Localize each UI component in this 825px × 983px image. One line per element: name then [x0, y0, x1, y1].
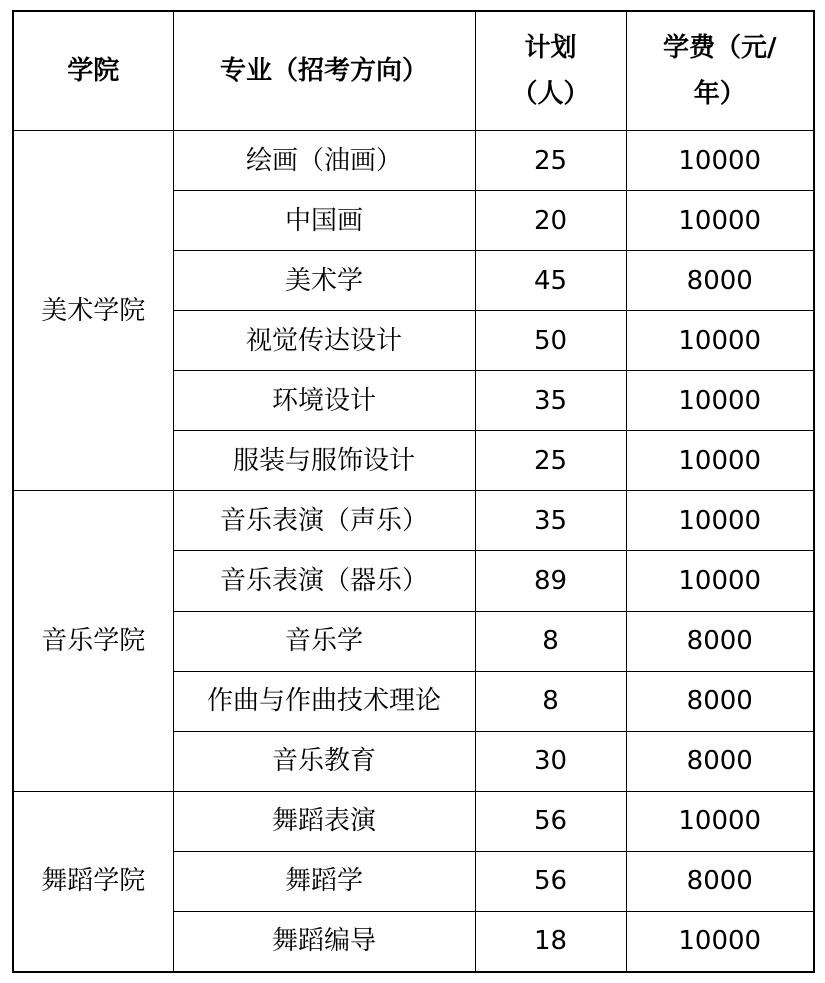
plan-cell: 25: [475, 431, 626, 491]
major-cell: 音乐教育: [173, 731, 475, 791]
plan-cell: 8: [475, 611, 626, 671]
header-fee: [626, 11, 814, 131]
plan-cell: 20: [475, 191, 626, 251]
header-plan: [475, 11, 626, 131]
fee-cell: 10000: [626, 131, 814, 191]
fee-cell: 10000: [626, 911, 814, 972]
major-cell: 视觉传达设计: [173, 311, 475, 371]
major-cell: 环境设计: [173, 371, 475, 431]
table-row: [13, 791, 814, 851]
college-cell: 美术学院: [13, 131, 173, 491]
fee-cell: 8000: [626, 851, 814, 911]
major-cell: 音乐学: [173, 611, 475, 671]
major-cell: 美术学: [173, 251, 475, 311]
major-cell: 服装与服饰设计: [173, 431, 475, 491]
major-cell: 中国画: [173, 191, 475, 251]
major-cell: 绘画（油画）: [173, 131, 475, 191]
plan-cell: 56: [475, 791, 626, 851]
fee-cell: 10000: [626, 491, 814, 551]
enrollment-table: [12, 10, 815, 973]
table-row: [13, 491, 814, 551]
fee-cell: 10000: [626, 191, 814, 251]
header-plan-line2: （人）: [511, 79, 590, 109]
fee-cell: 10000: [626, 551, 814, 611]
fee-cell: 8000: [626, 251, 814, 311]
plan-cell: 8: [475, 671, 626, 731]
major-cell: 舞蹈表演: [173, 791, 475, 851]
fee-cell: 10000: [626, 311, 814, 371]
major-cell: 舞蹈编导: [173, 911, 475, 972]
plan-cell: 30: [475, 731, 626, 791]
college-cell: 舞蹈学院: [13, 791, 173, 972]
table-row: [13, 131, 814, 191]
header-plan-line1: 计划: [524, 33, 577, 63]
major-cell: 音乐表演（声乐）: [173, 491, 475, 551]
plan-cell: 25: [475, 131, 626, 191]
plan-cell: 89: [475, 551, 626, 611]
major-cell: 舞蹈学: [173, 851, 475, 911]
major-cell: 音乐表演（器乐）: [173, 551, 475, 611]
plan-cell: 45: [475, 251, 626, 311]
plan-cell: 50: [475, 311, 626, 371]
plan-cell: 35: [475, 371, 626, 431]
header-fee-line2: 年）: [693, 79, 746, 109]
header-fee-line1: 学费（元/: [663, 33, 777, 63]
fee-cell: 10000: [626, 371, 814, 431]
header-major: 专业（招考方向）: [173, 11, 475, 131]
table-header: [13, 11, 814, 131]
college-cell: 音乐学院: [13, 491, 173, 791]
plan-cell: 35: [475, 491, 626, 551]
table-body: [13, 131, 814, 973]
plan-cell: 56: [475, 851, 626, 911]
header-college: 学院: [13, 11, 173, 131]
fee-cell: 10000: [626, 791, 814, 851]
fee-cell: 8000: [626, 671, 814, 731]
major-cell: 作曲与作曲技术理论: [173, 671, 475, 731]
header-row: [13, 11, 814, 131]
fee-cell: 8000: [626, 731, 814, 791]
plan-cell: 18: [475, 911, 626, 972]
fee-cell: 8000: [626, 611, 814, 671]
fee-cell: 10000: [626, 431, 814, 491]
